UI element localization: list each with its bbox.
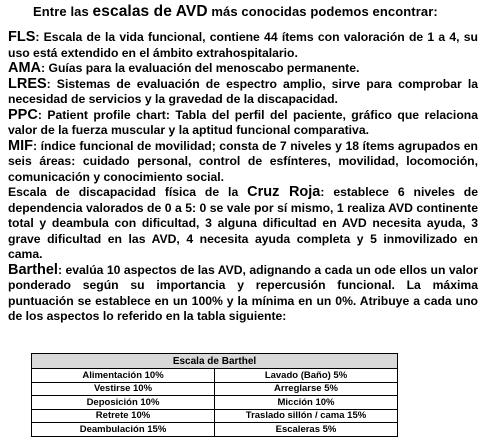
scale-ppc <box>8 108 478 139</box>
table-cell: Micción 10% <box>215 396 398 410</box>
table-row <box>32 423 398 437</box>
scale-mif <box>8 139 478 186</box>
table-cell: Vestirse 10% <box>32 382 215 396</box>
table-cell: Traslado sillón / cama 15% <box>215 409 398 423</box>
barthel-table <box>31 353 398 437</box>
term-fls: FLS <box>8 29 36 45</box>
table-cell: Escaleras 5% <box>215 423 398 437</box>
desc-barthel: : evalúa 10 aspectos de las AVD, adignando a cada un ode ellos un valor ponderado según su importancia y repercusión funcional. La máxima puntuación se establece en un 100% y la mínima en un 0%. Atribuye a cada uno de los aspectos lo referido en la tabla siguiente: <box>8 262 478 323</box>
scale-lres <box>8 77 478 108</box>
scale-fls <box>8 30 478 61</box>
term-barthel: Barthel <box>8 261 58 278</box>
table-row <box>32 396 398 410</box>
table-title: Escala de Barthel <box>32 354 398 369</box>
term-ama: AMA <box>8 60 42 76</box>
section-heading <box>33 3 438 21</box>
desc-lres: : Sistemas de evaluación de espectro amplio, sirve para comprobar la necesidad de servicios y la gravedad de la discapacidad. <box>8 76 478 106</box>
term-cruz-roja: Cruz Roja <box>247 184 321 200</box>
document-body <box>8 30 478 325</box>
desc-cruz-roja: : establece 6 niveles de dependencia valorados de 0 a 5: 0 se vale por sí mismo, 1 realiza AVD continente total y deambula con dificultad, 3 alguna dificultad en AVD necesita ayuda, 3 grave dificultad en las AVD, 4 necesita ayuda completa y 5 inmovilizado en cama. <box>8 185 479 261</box>
scale-barthel <box>8 263 478 325</box>
cruz-roja-pre: Escala de discapacidad física de la <box>8 185 248 199</box>
table-cell: Deambulación 15% <box>32 423 215 437</box>
term-mif: MIF <box>8 137 33 154</box>
heading-post: más conocidas podemos encontrar: <box>207 4 438 19</box>
desc-mif: : índice funcional de movilidad; consta de 7 niveles y 18 ítems agrupados en seis áreas: cuidado personal, control de esfínteres, movilidad, locomoción, comunicación y conocimiento social. <box>8 138 478 184</box>
table-cell: Arreglarse 5% <box>215 382 398 396</box>
heading-pre: Entre las <box>33 4 93 19</box>
table-cell: Deposición 10% <box>32 396 215 410</box>
table-row <box>32 382 398 396</box>
scale-cruz-roja <box>8 185 478 263</box>
scale-ama <box>8 61 478 77</box>
term-lres: LRES <box>8 75 47 92</box>
table-row <box>32 369 398 383</box>
table-row <box>32 409 398 423</box>
table-cell: Alimentación 10% <box>32 369 215 383</box>
term-ppc: PPC <box>8 106 38 123</box>
table-cell: Lavado (Baño) 5% <box>215 369 398 383</box>
table-header-row <box>32 354 398 369</box>
heading-strong: escalas de AVD <box>92 3 208 20</box>
desc-fls: : Escala de la vida funcional, contiene 44 ítems con valoración de 1 a 4, su uso está extendido en el ámbito extrahospitalario. <box>8 30 478 60</box>
desc-ama: : Guías para la evaluación del menoscabo permanente. <box>41 61 360 75</box>
table-cell: Retrete 10% <box>32 409 215 423</box>
desc-ppc: : Patient profile chart: Tabla del perfil del paciente, gráfico que relaciona valor de la fuerza muscular y la aptitud funcional comparativa. <box>8 107 478 137</box>
